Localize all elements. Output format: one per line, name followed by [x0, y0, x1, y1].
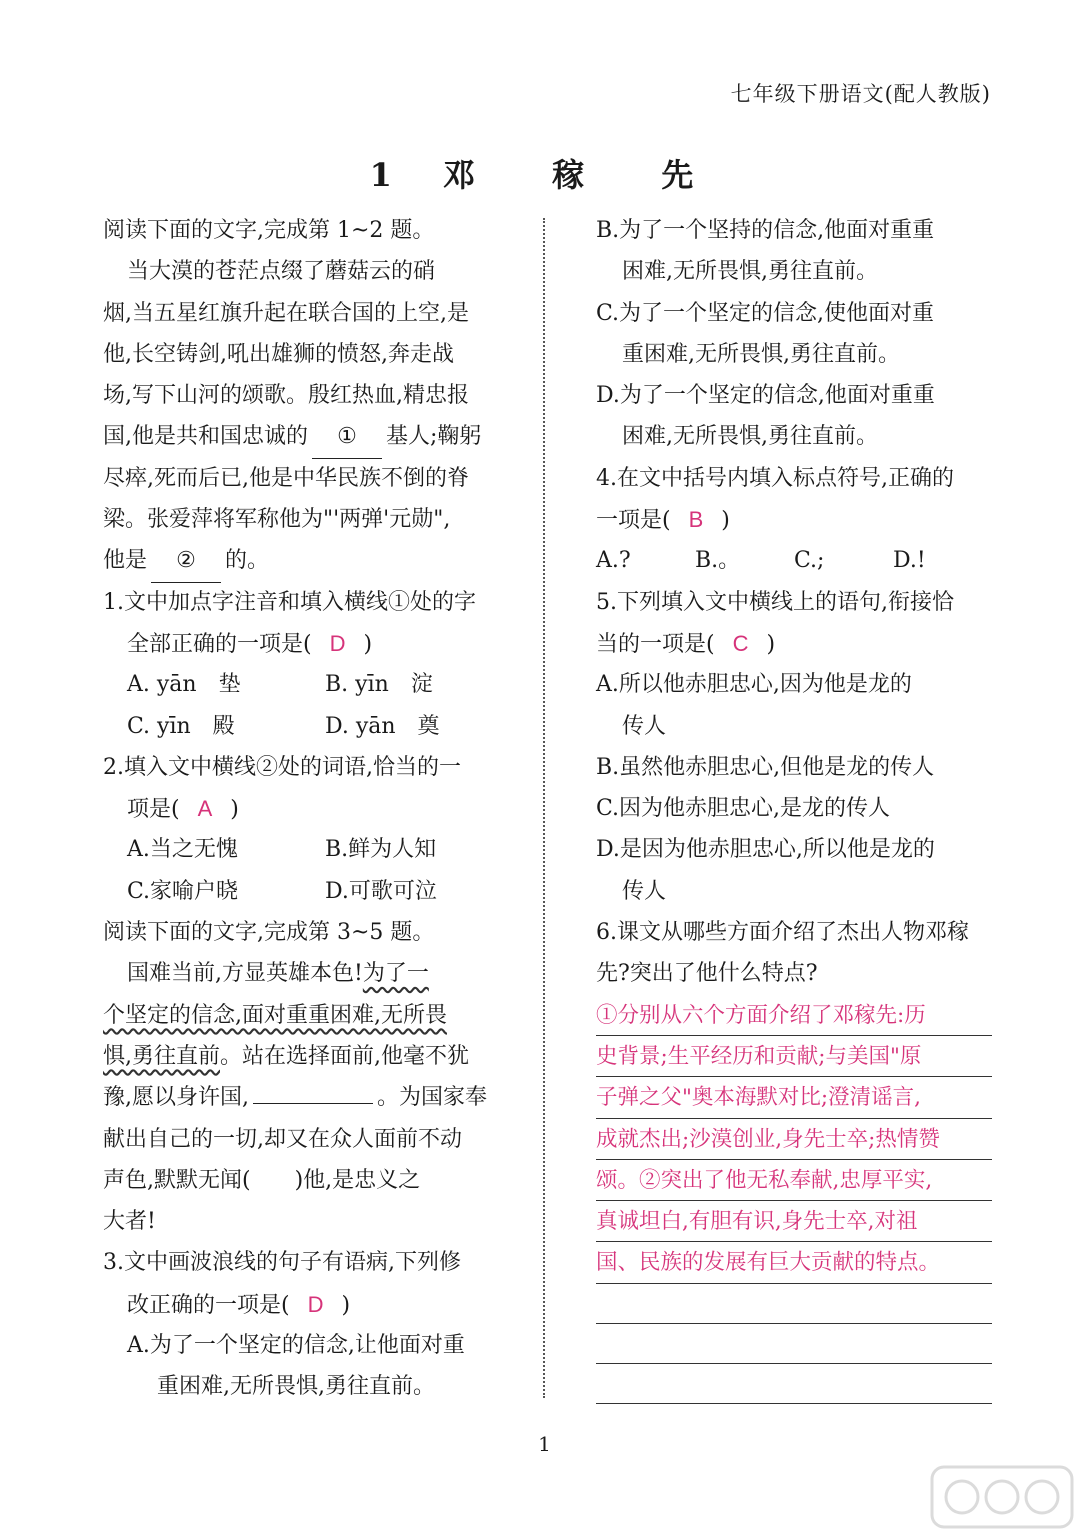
option-b: B.。 [695, 548, 741, 574]
option-a: A.所以他赤胆忠心,因为他是龙的 [596, 672, 912, 698]
passage2-line [103, 1077, 523, 1118]
question-6-stem-cont: 先?突出了他什么特点? [596, 961, 818, 987]
wavy-sentence: 为了一 [362, 961, 429, 987]
answer-mark: B [688, 507, 704, 533]
passage2-line: 献出自己的一切,却又在众人面前不动 [103, 1126, 462, 1152]
question-3-stem: 3.文中画波浪线的句子有语病,下列修 [103, 1250, 461, 1276]
option-d: D. yān 奠 [325, 713, 440, 739]
passage2-line: 声色,默默无闻( )他,是忠义之 [103, 1167, 421, 1193]
passage2-line [103, 995, 523, 1036]
option-d-cont: 传人 [622, 878, 667, 904]
blank-answer-line [596, 1324, 992, 1364]
question-text: ) [341, 1292, 351, 1318]
passage1-line: 他,长空铸剑,吼出雄狮的愤怒,奔走战 [103, 341, 454, 367]
question-1-options [103, 664, 523, 705]
option-d: D.可歌可泣 [325, 878, 437, 904]
passage-text: 国难当前,方显英雄本色! [127, 961, 363, 987]
option-c: C.家喻户晓 [127, 878, 239, 904]
page-number: 1 [538, 1432, 551, 1456]
passage1-line: 烟,当五星红旗升起在联合国的上空,是 [103, 300, 469, 326]
option-b: B.鲜为人知 [325, 837, 437, 863]
reading-intro-1: 阅读下面的文字,完成第 1~2 题。 [103, 218, 435, 243]
wavy-sentence: 个坚定的信念,面对重重困难,无所畏 [103, 1002, 447, 1028]
question-2-answer-line [103, 788, 523, 829]
question-1-stem: 1.文中加点字注音和填入横线①处的字 [103, 589, 476, 615]
passage2-line [103, 1036, 523, 1077]
column-divider [543, 218, 545, 1398]
option-d: D.为了一个坚定的信念,他面对重重 [596, 383, 935, 409]
left-column [103, 210, 523, 1408]
answer-line: 成就杰出;沙漠创业,身先士卒;热情赞 [596, 1119, 992, 1160]
wavy-sentence: 惧,勇往直前 [103, 1043, 220, 1069]
page-title [0, 150, 1089, 196]
question-2-stem: 2.填入文中横线②处的词语,恰当的一 [103, 754, 461, 780]
question-1-options [103, 706, 523, 747]
fill-blank [253, 1077, 373, 1104]
answer-mark: D [307, 1291, 324, 1317]
passage2-line [103, 953, 523, 994]
question-text: 当的一项是( [596, 631, 715, 657]
question-text: ) [766, 631, 776, 657]
answer-mark: C [732, 630, 749, 656]
question-text: ) [363, 631, 373, 657]
answer-line: 子弹之父"奥本海默对比;澄清谣言, [596, 1077, 992, 1118]
option-c: C.; [794, 548, 825, 574]
blank-answer-line [596, 1284, 992, 1324]
question-5-answer-line [596, 623, 992, 664]
blank-2: ② [151, 540, 221, 582]
option-a: A.为了一个坚定的信念,让他面对重 [127, 1333, 465, 1359]
passage1-line: 梁。张爱萍将军称他为"'两弹'元勋", [103, 507, 451, 533]
question-1-answer-line [103, 623, 523, 664]
answer-line: 颂。②突出了他无私奉献,忠厚平实, [596, 1160, 992, 1201]
answer-line: 史背景;生平经历和贡献;与美国"原 [596, 1036, 992, 1077]
passage-text: 。站在选择面前,他毫不犹 [220, 1043, 469, 1069]
option-a: A.当之无愧 [127, 837, 238, 863]
passage1-line: 当大漠的苍茫点缀了蘑菇云的硝 [127, 259, 436, 285]
option-c: C.为了一个坚定的信念,使他面对重 [596, 300, 935, 326]
question-2-options [103, 871, 523, 912]
option-d-cont: 困难,无所畏惧,勇往直前。 [622, 424, 878, 450]
book-header: 七年级下册语文(配人教版) [730, 82, 991, 106]
lesson-number: 1 [369, 156, 418, 194]
question-4-stem: 4.在文中括号内填入标点符号,正确的 [596, 465, 954, 491]
lesson-name: 邓 稼 先 [443, 156, 720, 194]
blank-answer-line [596, 1364, 992, 1404]
passage-text: 基人;鞠躬 [386, 424, 482, 450]
option-a: A. yān 垫 [127, 672, 241, 698]
option-c: C. yīn 殿 [127, 713, 235, 739]
question-4-answer-line [596, 499, 992, 540]
answer-line: ①分别从六个方面介绍了邓稼先:历 [596, 995, 992, 1036]
passage-text: 豫,愿以身许国, [103, 1085, 249, 1111]
option-a-cont: 传人 [622, 713, 667, 739]
reading-intro-2: 阅读下面的文字,完成第 3~5 题。 [103, 920, 435, 946]
passage-text: 的。 [225, 548, 270, 574]
question-6-stem: 6.课文从哪些方面介绍了杰出人物邓稼 [596, 920, 969, 946]
option-b: B. yīn 淀 [325, 672, 433, 698]
passage1-line: 尽瘁,死而后已,他是中华民族不倒的脊 [103, 465, 469, 491]
option-a: A.? [596, 548, 631, 574]
question-text: 一项是( [596, 508, 671, 534]
blank-1: ① [312, 416, 382, 458]
question-text: 项是( [127, 797, 180, 823]
answer-line: 真诚坦白,有胆有识,身先士卒,对祖 [596, 1201, 992, 1242]
passage2-line: 大者! [103, 1209, 156, 1235]
question-2-options [103, 829, 523, 870]
passage-text: 。为国家奉 [377, 1085, 488, 1111]
question-4-options [596, 540, 992, 581]
question-text: ) [230, 797, 239, 823]
answer-line: 国、民族的发展有巨大贡献的特点。 [596, 1242, 992, 1283]
passage1-line [103, 416, 523, 457]
passage-text: 他是 [103, 548, 148, 574]
question-text: 改正确的一项是( [127, 1292, 290, 1318]
answer-mark: A [197, 796, 213, 822]
option-c-cont: 重困难,无所畏惧,勇往直前。 [622, 341, 900, 367]
question-5-stem: 5.下列填入文中横线上的语句,衔接恰 [596, 589, 954, 615]
question-3-answer-line [103, 1284, 523, 1325]
question-text: 全部正确的一项是( [127, 631, 312, 657]
right-column [596, 210, 992, 1404]
passage-text: 国,他是共和国忠诚的 [103, 424, 308, 450]
option-d: D.是因为他赤胆忠心,所以他是龙的 [596, 837, 935, 863]
option-c: C.因为他赤胆忠心,是龙的传人 [596, 796, 891, 822]
option-b: B.虽然他赤胆忠心,但他是龙的传人 [596, 754, 935, 780]
watermark-logo [927, 1462, 1077, 1532]
option-d: D.! [893, 548, 926, 574]
passage1-line [103, 540, 523, 581]
passage1-line: 场,写下山河的颂歌。殷红热血,精忠报 [103, 383, 469, 409]
option-b-cont: 困难,无所畏惧,勇往直前。 [622, 259, 878, 285]
option-b: B.为了一个坚持的信念,他面对重重 [596, 218, 935, 243]
question-text: ) [721, 508, 730, 534]
option-a-cont: 重困难,无所畏惧,勇往直前。 [157, 1374, 435, 1400]
answer-mark: D [329, 630, 346, 656]
